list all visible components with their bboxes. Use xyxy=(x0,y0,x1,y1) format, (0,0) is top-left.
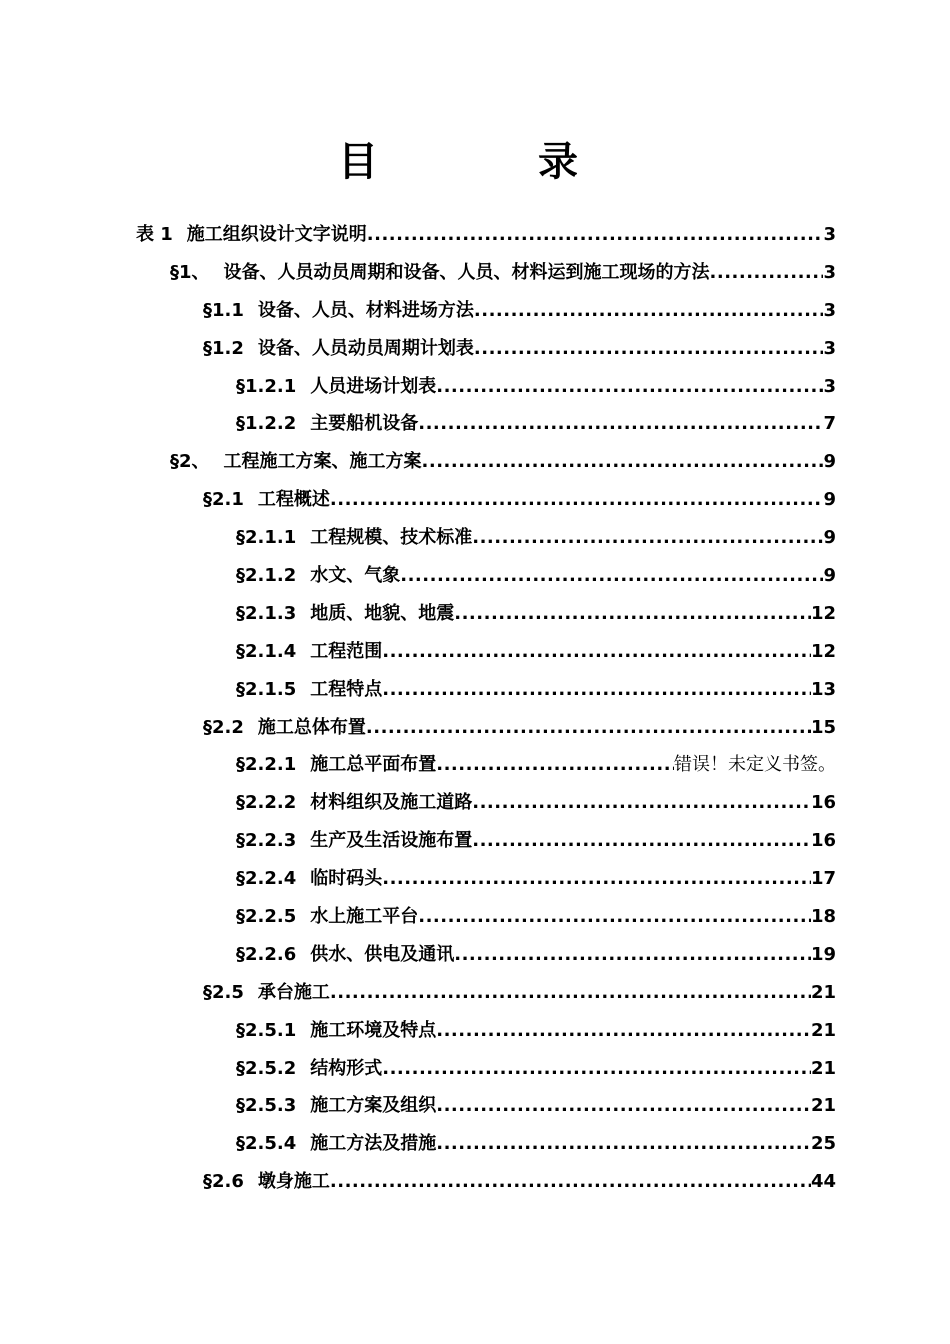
toc-entry-number: §2.6 xyxy=(203,1171,244,1193)
toc-entry-title: 生产及生活设施布置 xyxy=(310,830,473,852)
toc-entry-number: 表 1 xyxy=(136,223,173,245)
toc-entry-number: §2.2.6 xyxy=(236,943,297,965)
toc-dot-leader xyxy=(710,262,824,284)
toc-entry-title: 施工方案及组织 xyxy=(310,1095,437,1117)
toc-entry-number: §2.1.3 xyxy=(236,602,297,624)
toc-dot-leader xyxy=(436,1133,811,1155)
toc-entry-title: 工程特点 xyxy=(310,678,383,700)
toc-entry-number: §2.2 xyxy=(203,716,244,738)
toc-entry[interactable] xyxy=(0,1012,950,1050)
toc-entry-number: §2.1.2 xyxy=(236,564,297,586)
toc-page-number: 15 xyxy=(810,716,836,738)
toc-dot-leader xyxy=(382,868,811,890)
toc-page-number: 44 xyxy=(810,1171,836,1193)
toc-bookmark-error: 错误！未定义书签。 xyxy=(674,754,836,776)
toc-entry-title: 工程概述 xyxy=(257,489,330,511)
toc-page-number: 12 xyxy=(810,602,836,624)
toc-entry-title: 地质、地貌、地震 xyxy=(310,602,455,624)
toc-entry-title: 设备、人员动员周期计划表 xyxy=(257,337,474,359)
toc-entry[interactable] xyxy=(0,405,950,443)
toc-entry[interactable] xyxy=(0,292,950,330)
toc-entry-number: §2.5.4 xyxy=(236,1133,297,1155)
toc-dot-leader xyxy=(436,1095,811,1117)
toc-dot-leader xyxy=(436,376,823,398)
toc-entry-title: 施工方法及措施 xyxy=(310,1133,437,1155)
toc-entry[interactable] xyxy=(0,898,950,936)
toc-entry-number: §1.2.1 xyxy=(236,375,297,397)
toc-page-number: 3 xyxy=(823,337,836,359)
toc-page-number: 21 xyxy=(810,1095,836,1117)
toc-entry-number: §2.5 xyxy=(203,981,244,1003)
toc-dot-leader xyxy=(472,792,811,814)
table-of-contents xyxy=(0,216,950,1201)
toc-entry-number: §2.1.1 xyxy=(236,527,297,549)
toc-entry-title: 材料组织及施工道路 xyxy=(310,792,473,814)
toc-page-number: 17 xyxy=(810,868,836,890)
toc-dot-leader xyxy=(472,830,811,852)
toc-entry-title: 工程范围 xyxy=(310,640,383,662)
toc-entry-title: 设备、人员动员周期和设备、人员、材料运到施工现场的方法 xyxy=(223,261,710,283)
toc-page-number: 19 xyxy=(810,943,836,965)
toc-entry[interactable] xyxy=(0,709,950,747)
toc-page-number: 3 xyxy=(823,261,836,283)
toc-entry[interactable] xyxy=(0,974,950,1012)
toc-page-number: 18 xyxy=(810,905,836,927)
toc-entry-number: §2.5.3 xyxy=(236,1095,297,1117)
toc-entry[interactable] xyxy=(0,368,950,406)
toc-page-number: 16 xyxy=(810,830,836,852)
toc-page-number: 25 xyxy=(810,1133,836,1155)
toc-entry-title: 工程规模、技术标准 xyxy=(310,527,473,549)
toc-entry[interactable] xyxy=(0,1125,950,1163)
toc-dot-leader xyxy=(472,527,823,549)
toc-page-number: 13 xyxy=(810,678,836,700)
toc-page-number: 12 xyxy=(810,640,836,662)
toc-entry[interactable] xyxy=(0,671,950,709)
toc-dot-leader xyxy=(330,1171,811,1193)
toc-dot-leader xyxy=(330,982,811,1004)
toc-entry-number: §2.5.1 xyxy=(236,1019,297,1041)
toc-page-number: 9 xyxy=(823,527,836,549)
toc-dot-leader xyxy=(418,906,811,928)
toc-entry-title: 工程施工方案、施工方案 xyxy=(223,451,422,473)
toc-entry[interactable] xyxy=(0,784,950,822)
toc-page-number: 9 xyxy=(823,451,836,473)
toc-entry-title: 结构形式 xyxy=(310,1057,383,1079)
page-title: 目 录 xyxy=(338,139,638,185)
toc-dot-leader xyxy=(400,565,823,587)
toc-entry[interactable] xyxy=(0,557,950,595)
toc-entry-number: §1.1 xyxy=(203,299,244,321)
toc-dot-leader xyxy=(436,1020,811,1042)
toc-entry-number: §1.2.2 xyxy=(236,413,297,435)
toc-entry[interactable] xyxy=(0,822,950,860)
toc-entry-title: 设备、人员、材料进场方法 xyxy=(257,299,474,321)
toc-entry-number: §2.2.5 xyxy=(236,905,297,927)
toc-page-number: 21 xyxy=(810,1019,836,1041)
toc-dot-leader xyxy=(366,717,811,739)
toc-entry[interactable] xyxy=(0,595,950,633)
toc-entry-number: §2.2.1 xyxy=(236,754,297,776)
toc-entry-number: §2.1.4 xyxy=(236,640,297,662)
toc-entry-title: 水文、气象 xyxy=(310,564,401,586)
toc-entry-title: 供水、供电及通讯 xyxy=(310,943,455,965)
toc-dot-leader xyxy=(382,679,811,701)
toc-entry-title: 水上施工平台 xyxy=(310,905,419,927)
toc-dot-leader xyxy=(474,300,824,322)
toc-entry-title: 施工环境及特点 xyxy=(310,1019,437,1041)
toc-entry[interactable] xyxy=(0,216,950,254)
toc-entry-title: 主要船机设备 xyxy=(310,413,419,435)
toc-entry-title: 临时码头 xyxy=(310,868,383,890)
toc-page-number: 9 xyxy=(823,489,836,511)
toc-dot-leader xyxy=(454,944,811,966)
toc-entry-number: §2.1.5 xyxy=(236,678,297,700)
toc-page-number: 3 xyxy=(823,375,836,397)
toc-entry-number: §2.5.2 xyxy=(236,1057,297,1079)
toc-entry[interactable] xyxy=(0,254,950,292)
toc-entry-number: §1、 xyxy=(170,261,210,283)
toc-entry-number: §2.2.3 xyxy=(236,830,297,852)
toc-entry[interactable] xyxy=(0,746,950,784)
toc-entry-number: §2.2.4 xyxy=(236,868,297,890)
toc-page-number: 21 xyxy=(810,981,836,1003)
toc-entry-number: §1.2 xyxy=(203,337,244,359)
toc-entry[interactable] xyxy=(0,1163,950,1201)
toc-entry-title: 施工总平面布置 xyxy=(310,754,437,776)
toc-entry[interactable] xyxy=(0,443,950,481)
toc-dot-leader xyxy=(382,641,811,663)
toc-entry-number: §2.1 xyxy=(203,489,244,511)
toc-entry-title: 承台施工 xyxy=(257,981,330,1003)
toc-entry-title: 施工组织设计文字说明 xyxy=(186,223,367,245)
toc-entry[interactable] xyxy=(0,519,950,557)
toc-entry[interactable] xyxy=(0,1087,950,1125)
toc-dot-leader xyxy=(422,451,824,473)
toc-entry-title: 施工总体布置 xyxy=(257,716,366,738)
toc-dot-leader xyxy=(367,224,824,246)
toc-entry[interactable] xyxy=(0,481,950,519)
toc-dot-leader xyxy=(454,603,811,625)
toc-dot-leader xyxy=(436,754,674,776)
toc-entry[interactable] xyxy=(0,860,950,898)
toc-dot-leader xyxy=(382,1058,811,1080)
toc-entry-number: §2.2.2 xyxy=(236,792,297,814)
toc-entry[interactable] xyxy=(0,1050,950,1088)
toc-dot-leader xyxy=(418,413,823,435)
toc-entry[interactable] xyxy=(0,330,950,368)
toc-entry-number: §2、 xyxy=(170,451,210,473)
toc-entry-title: 人员进场计划表 xyxy=(310,375,437,397)
toc-page-number: 3 xyxy=(823,299,836,321)
toc-dot-leader xyxy=(330,489,824,511)
toc-page-number: 21 xyxy=(810,1057,836,1079)
toc-entry-title: 墩身施工 xyxy=(257,1171,330,1193)
toc-entry[interactable] xyxy=(0,936,950,974)
toc-page-number: 3 xyxy=(823,223,836,245)
toc-dot-leader xyxy=(474,338,824,360)
toc-page-number: 16 xyxy=(810,792,836,814)
toc-entry[interactable] xyxy=(0,633,950,671)
toc-page-number: 7 xyxy=(823,413,836,435)
toc-page-number: 9 xyxy=(823,564,836,586)
